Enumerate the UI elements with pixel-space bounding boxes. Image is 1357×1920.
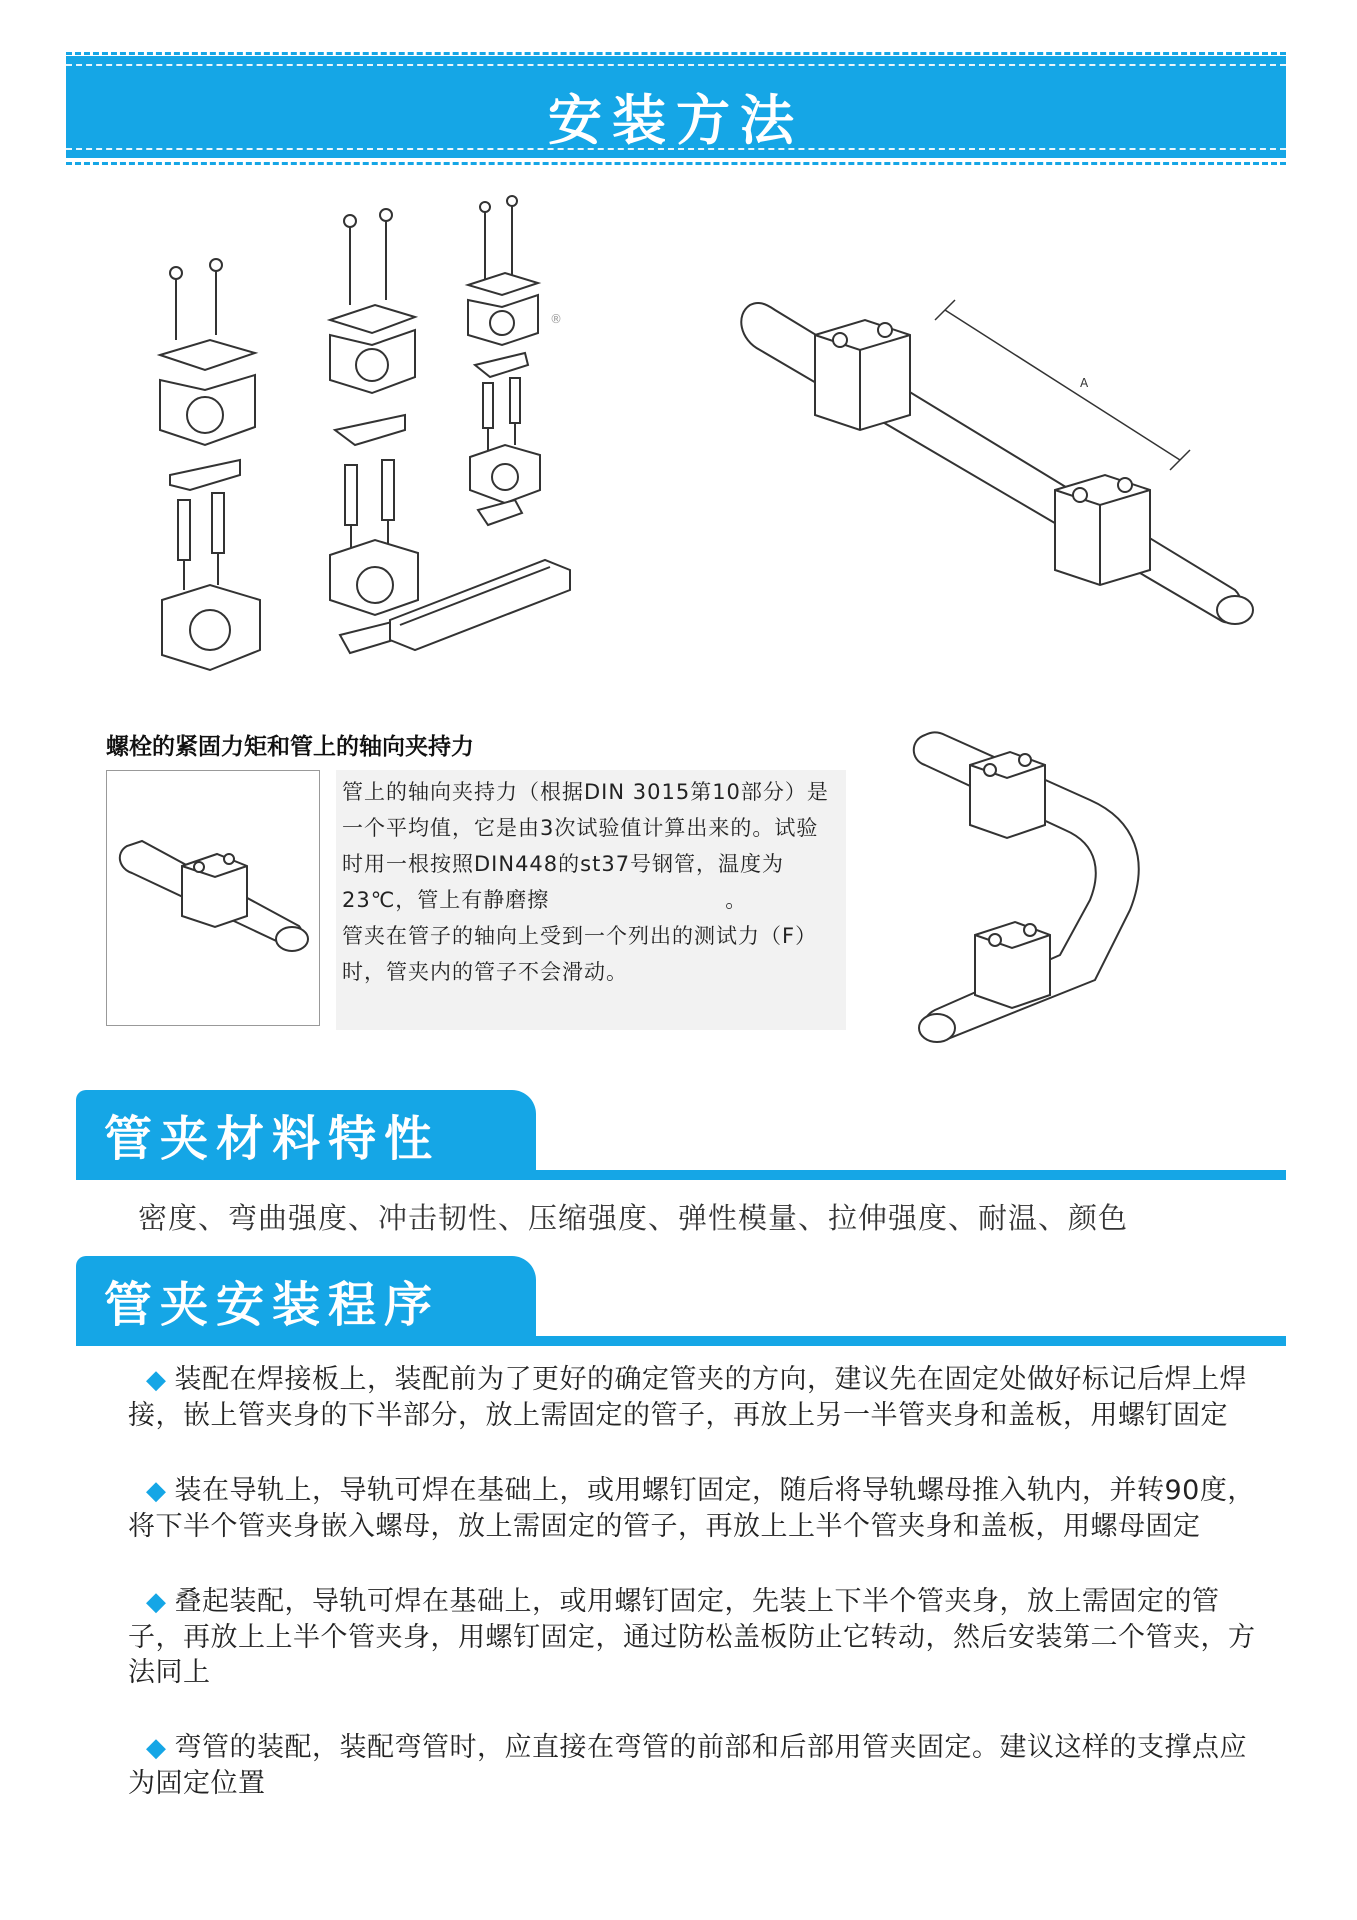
torque-illustration <box>106 770 320 1026</box>
exploded-assembly-figure <box>150 195 650 695</box>
materials-list: 密度、弯曲强度、冲击韧性、压缩强度、弹性模量、拉伸强度、耐温、颜色 <box>138 1201 1129 1235</box>
banner-dashed-top <box>66 52 1286 55</box>
exploded-rail-mount <box>330 209 418 653</box>
procedure-header <box>76 1256 1286 1346</box>
materials-title: 管夹材料特性 <box>104 1111 441 1167</box>
diamond-bullet-icon: ◆ <box>146 1587 167 1617</box>
bent-clamp-top <box>970 752 1045 838</box>
bent-clamp-bottom <box>975 922 1050 1008</box>
pipe-clamp-left <box>815 320 910 430</box>
top-banner <box>66 56 1286 158</box>
torque-description <box>336 770 846 1030</box>
diamond-bullet-icon: ◆ <box>146 1733 167 1763</box>
procedure-step-4: ◆ 弯管的装配，装配弯管时，应直接在弯管的前部和后部用管夹固定。建议这样的支撑点应为固定位置 <box>128 1732 1247 1799</box>
dimension-label: A <box>1080 376 1089 390</box>
materials-header <box>76 1090 1286 1180</box>
torque-title: 螺栓的紧固力矩和管上的轴向夹持力 <box>106 734 474 760</box>
procedure-step-1: ◆ 装配在焊接板上，装配前为了更好的确定管夹的方向，建议先在固定处做好标记后焊上焊接，嵌上管夹身的下半部分，放上需固定的管子，再放上另一半管夹身和盖板，用螺钉固定 <box>128 1364 1247 1431</box>
torque-paragraph-1: 管上的轴向夹持力（根据DIN 3015第10部分）是一个平均值，它是由3次试验值计算出来的。试验时用一根按照DIN448的st37号钢管，温度为23℃，管上有静磨擦 。 <box>342 780 829 912</box>
page-title: 安装方法 <box>548 89 804 152</box>
registered-mark: ® <box>550 312 562 326</box>
exploded-welding-plate <box>160 259 260 670</box>
bent-pipe-figure <box>895 710 1195 1050</box>
procedure-step-2: ◆ 装在导轨上，导轨可焊在基础上，或用螺钉固定，随后将导轨螺母推入轨内，并转90度，将下半个管夹身嵌入螺母，放上需固定的管子，再放上上半个管夹身和盖板，用螺母固定 <box>128 1475 1255 1542</box>
banner-inner-dash-top <box>66 64 1286 66</box>
diamond-bullet-icon: ◆ <box>146 1476 167 1506</box>
torque-paragraph-2: 管夹在管子的轴向上受到一个列出的测试力（F）时，管夹内的管子不会滑动。 <box>342 924 818 984</box>
straight-pipe-figure <box>730 265 1260 645</box>
procedure-step-3: ◆ 叠起装配，导轨可焊在基础上，或用螺钉固定，先装上下半个管夹身，放上需固定的管子，再放上上半个管夹身，用螺钉固定，通过防松盖板防止它转动，然后安装第二个管夹，方法同上 <box>128 1586 1256 1688</box>
banner-dashed-bottom <box>66 162 1286 165</box>
diamond-bullet-icon: ◆ <box>146 1365 167 1395</box>
procedure-title: 管夹安装程序 <box>104 1277 441 1333</box>
pipe-clamp-right <box>1055 475 1150 585</box>
banner-inner-dash-bottom <box>66 148 1286 150</box>
procedure-steps <box>128 1362 1258 1841</box>
